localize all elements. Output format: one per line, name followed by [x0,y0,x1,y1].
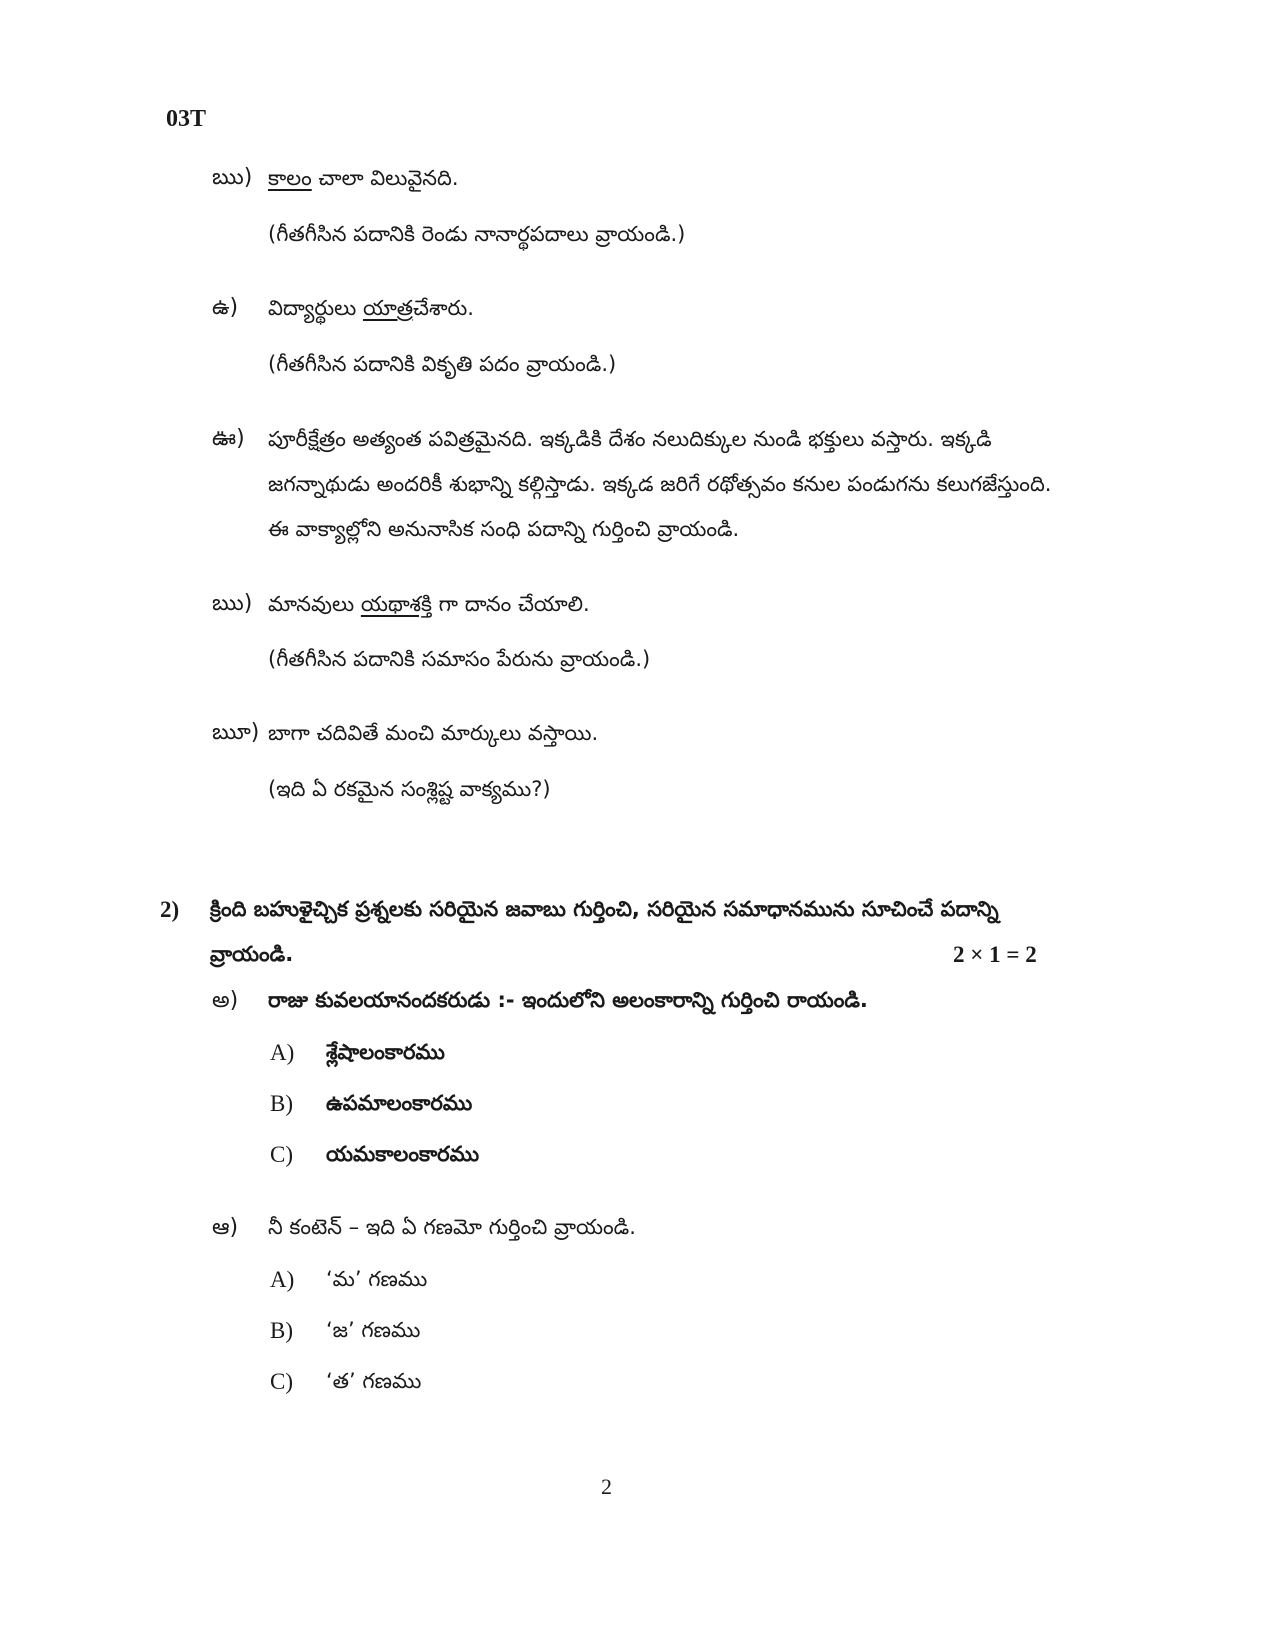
item-instruction: (ఇది ఏ రకమైన సంశ్లిష్ట వాక్యము?) [268,777,551,801]
underlined-word: యథాశక్తి [360,592,432,616]
option-key: A) [270,1040,295,1065]
marks-allocation: 2 × 1 = 2 [953,942,1037,967]
option-key: A) [270,1267,295,1292]
subquestion-text: నీ కంటెన్ – ఇది ఏ గణమో గుర్తించి వ్రాయండి. [268,1215,636,1239]
item-label: ఋ) [212,591,253,616]
item-instruction: (గీతగీసిన పదానికి సమాసం పేరును వ్రాయండి.) [268,647,651,671]
passage-line: పూరీక్షేత్రం అత్యంత పవిత్రమైనది. ఇక్కడికి దేశం నలుదిక్కుల నుండి భక్తులు వస్తారు. ఇక్కడి [268,427,992,451]
question-instruction: క్రింది బహుళైచ్చిక ప్రశ్నలకు సరియైన జవాబు గుర్తించి, సరియైన సమాధానమును సూచించే పదాన్ని [210,897,999,921]
option-text: యమకాలంకారము [326,1142,480,1166]
option-text: ‘మ’ గణము [326,1267,428,1291]
option-text: ‘జ’ గణము [326,1318,421,1342]
item-sentence: విద్యార్థులు యాత్రచేశారు. [268,296,474,320]
question-number: 2) [160,897,180,922]
option-key: B) [270,1091,293,1116]
item-label: ఊ) [212,426,245,451]
option-text: శ్లేషాలంకారము [326,1040,445,1064]
option-text: ‘త’ గణము [326,1369,422,1393]
item-label: ౠ) [212,720,260,745]
subquestion-label: అ) [212,988,239,1013]
item-instruction: (గీతగీసిన పదానికి రెండు నానార్థపదాలు వ్రాయండి.) [268,222,686,246]
paper-code: 03T [166,106,207,132]
underlined-word: యాత్ర [362,296,414,320]
subquestion-text: రాజు కువలయానందకరుడు :- ఇందులోని అలంకారాన్ని గుర్తించి రాయండి. [268,988,868,1012]
question-instruction-cont: వ్రాయండి. [210,942,294,966]
item-label: ఋ) [212,165,253,190]
item-sentence: మానవులు యథాశక్తి గా దానం చేయాలి. [268,592,590,616]
item-sentence: బాగా చదివితే మంచి మార్కులు వస్తాయి. [268,721,599,745]
item-sentence: కాలం చాలా విలువైనది. [268,166,459,190]
option-key: C) [270,1142,293,1167]
option-key: C) [270,1369,293,1394]
item-label: ఉ) [212,295,239,320]
passage-question: ఈ వాక్యాల్లోని అనునాసిక సంధి పదాన్ని గుర్తించి వ్రాయండి. [268,517,740,541]
underlined-word: కాలం [268,166,312,190]
option-key: B) [270,1318,293,1343]
page-number: 2 [601,1474,612,1499]
option-text: ఉపమాలంకారము [326,1091,473,1115]
item-instruction: (గీతగీసిన పదానికి వికృతి పదం వ్రాయండి.) [268,352,617,376]
passage-line: జగన్నాథుడు అందరికీ శుభాన్ని కల్గిస్తాడు. ఇక్కడ జరిగే రథోత్సవం కనుల పండుగను కలుగజేస్తుంది. [268,472,1052,496]
subquestion-label: ఆ) [212,1215,239,1240]
